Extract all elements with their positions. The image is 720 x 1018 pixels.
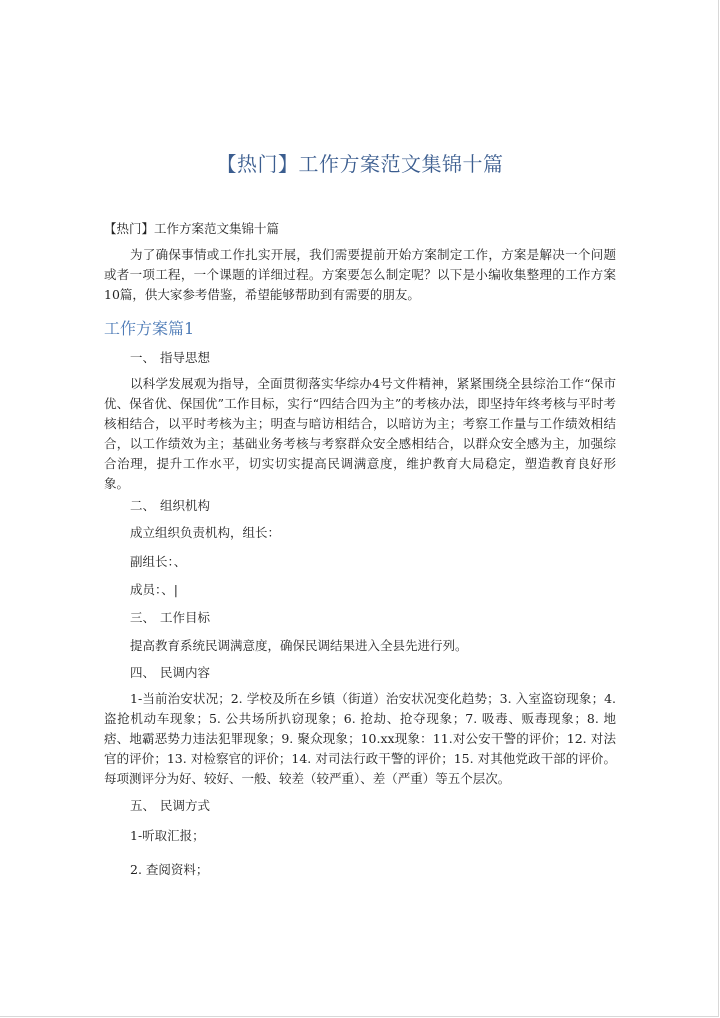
heading-number: 一、 xyxy=(130,350,156,365)
heading-number: 二、 xyxy=(130,498,156,513)
heading-goal xyxy=(130,608,210,626)
heading-number: 四、 xyxy=(130,665,156,680)
org-deputy-line: 副组长：、 xyxy=(130,554,187,569)
method-item-2: 2. 查阅资料； xyxy=(130,862,209,877)
heading-text: 工作目标 xyxy=(160,610,211,625)
content-paragraph: 1-当前治安状况；2. 学校及所在乡镇（街道）治安状况变化趋势；3. 入室盗窃现象；4. 盗抢机动车现象；5. 公共场所扒窃现象；6. 抢劫、抢夺现象；7. 吸毒、贩毒现象；8. 地痞、地霸恶势力违法犯罪现象；9. 聚众现象；10.xx现象：11.对公安干警的评价；12. 对法官的评价；13. 对检察官的评价；14. 对司法行政干警的评价；15. 对其他党政干部的评价。每项测评分为好、较好、一般、较差（较严重）、差（严重）等五个层次。 xyxy=(104,691,616,786)
heading-guide xyxy=(130,348,210,366)
intro-paragraph: 为了确保事情或工作扎实开展，我们需要提前开始方案制定工作，方案是解决一个问题或者一项工程，一个课题的详细过程。方案要怎么制定呢？以下是小编收集整理的工作方案10篇，供大家参考借鉴，希望能够帮助到有需要的朋友。 xyxy=(104,247,616,302)
heading-text: 组织机构 xyxy=(160,498,211,513)
document-title: 【热门】工作方案范文集锦十篇 xyxy=(216,152,504,176)
heading-text: 指导思想 xyxy=(160,350,211,365)
section-heading: 工作方案篇1 xyxy=(104,319,195,338)
org-leader-line: 成立组织负责机构，组长： xyxy=(130,525,281,540)
heading-org xyxy=(130,496,210,514)
method-item-1: 1-听取汇报； xyxy=(130,828,205,843)
document-subtitle: 【热门】工作方案范文集锦十篇 xyxy=(104,221,280,236)
goal-paragraph: 提高教育系统民调满意度，确保民调结果进入全县先进行列。 xyxy=(130,638,468,653)
heading-text: 民调方式 xyxy=(160,798,211,813)
heading-method xyxy=(130,796,210,814)
heading-content xyxy=(130,663,210,681)
heading-number: 五、 xyxy=(130,798,156,813)
heading-number: 三、 xyxy=(130,610,156,625)
guide-paragraph: 以科学发展观为指导，全面贯彻落实华综办4号文件精神，紧紧围绕全县综治工作“保市优、保省优、保国优”工作目标，实行“四结合四为主”的考核办法，即坚持年终考核与平时考核相结合，以平时考核为主；明查与暗访相结合，以暗访为主；考察工作量与工作绩效相结合，以工作绩效为主；基础业务考核与考察群众安全感相结合，以群众安全感为主，加强综合治理，提升工作水平，切实切实提高民调满意度，维护教育大局稳定，塑造教育良好形象。 xyxy=(104,376,616,491)
org-members-line: 成员：、| xyxy=(130,582,178,597)
heading-text: 民调内容 xyxy=(160,665,211,680)
